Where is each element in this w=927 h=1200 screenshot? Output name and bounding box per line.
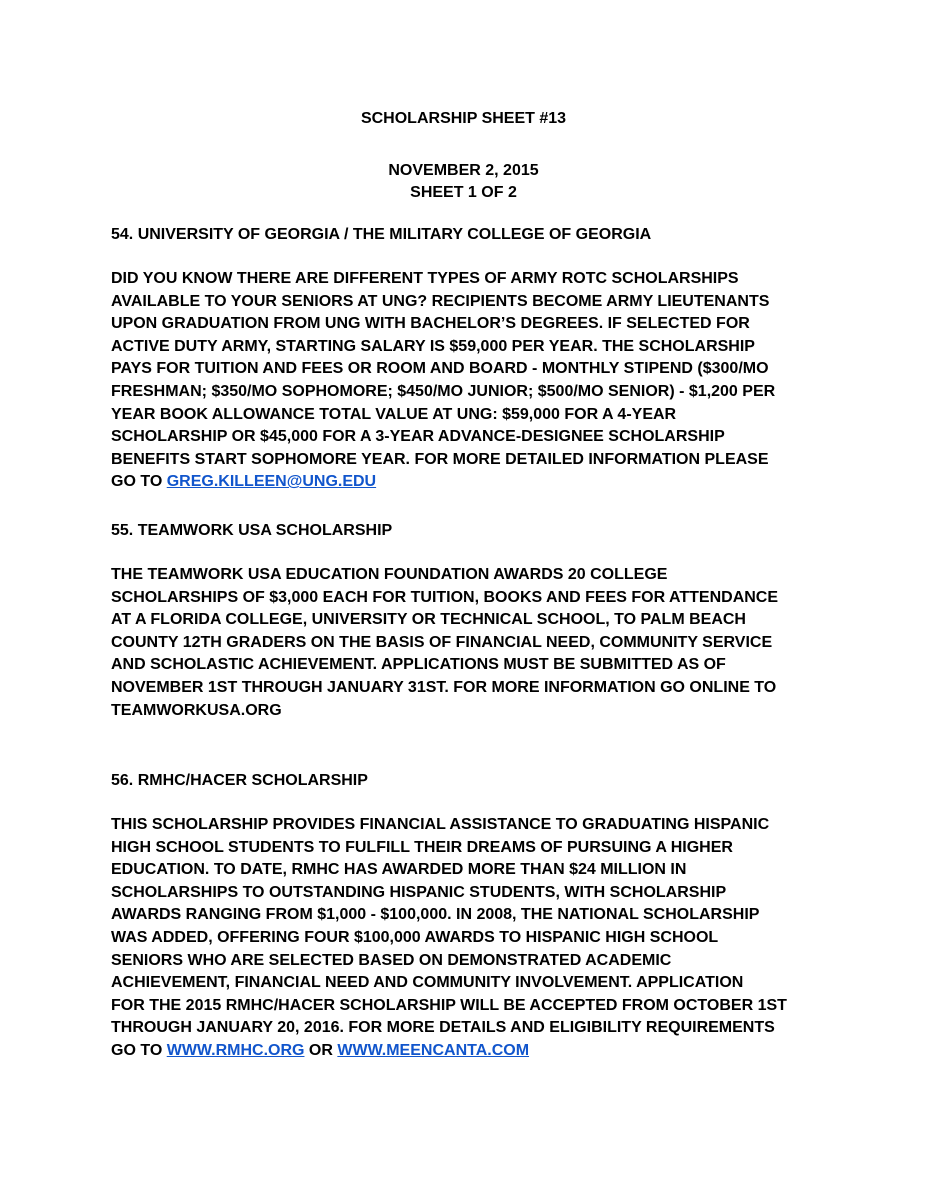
body-line: NOVEMBER 1ST THROUGH JANUARY 31ST. FOR MORE INFORMATION GO ONLINE TO: [111, 678, 777, 696]
section-56-heading: [111, 770, 831, 793]
body-line: BENEFITS START SOPHOMORE YEAR. FOR MORE DETAILED INFORMATION PLEASE: [111, 450, 769, 468]
goto-prefix: GO TO: [111, 1041, 167, 1059]
body-line: SENIORS WHO ARE SELECTED BASED ON DEMONSTRATED ACADEMIC: [111, 951, 672, 969]
sheet-date: NOVEMBER 2, 2015: [388, 162, 539, 179]
body-line: SCHOLARSHIPS OF $3,000 EACH FOR TUITION, BOOKS AND FEES FOR ATTENDANCE: [111, 588, 779, 606]
link-rmhc[interactable]: WWW.RMHC.ORG: [166, 1041, 305, 1059]
body-line: WAS ADDED, OFFERING FOUR $100,000 AWARDS TO HISPANIC HIGH SCHOOL: [111, 928, 719, 946]
body-line: ACHIEVEMENT, FINANCIAL NEED AND COMMUNITY INVOLVEMENT. APPLICATION: [111, 974, 744, 992]
section-54-body: [111, 268, 831, 494]
body-line: THROUGH JANUARY 20, 2016. FOR MORE DETAILS AND ELIGIBILITY REQUIREMENTS: [111, 1019, 775, 1037]
body-line: HIGH SCHOOL STUDENTS TO FULFILL THEIR DREAMS OF PURSUING A HIGHER: [111, 838, 733, 856]
body-line: FOR THE 2015 RMHC/HACER SCHOLARSHIP WILL BE ACCEPTED FROM OCTOBER 1ST: [111, 996, 787, 1014]
section-55-heading: [111, 520, 831, 543]
email-link-greg-killeen[interactable]: GREG.KILLEEN@UNG.EDU: [166, 473, 377, 491]
body-line: THE TEAMWORK USA EDUCATION FOUNDATION AWARDS 20 COLLEGE: [111, 566, 668, 583]
body-line: AWARDS RANGING FROM $1,000 - $100,000. IN 2008, THE NATIONAL SCHOLARSHIP: [111, 906, 760, 924]
body-line: THIS SCHOLARSHIP PROVIDES FINANCIAL ASSISTANCE TO GRADUATING HISPANIC: [111, 816, 770, 833]
section-56-body: [111, 814, 831, 1063]
body-line: TEAMWORKUSA.ORG: [111, 701, 282, 719]
section-heading: 54. UNIVERSITY OF GEORGIA / THE MILITARY COLLEGE OF GEORGIA: [111, 226, 652, 243]
body-line: SCHOLARSHIPS TO OUTSTANDING HISPANIC STUDENTS, WITH SCHOLARSHIP: [111, 883, 727, 901]
body-line: UPON GRADUATION FROM UNG WITH BACHELOR’S DEGREES. IF SELECTED FOR: [111, 315, 750, 333]
body-line: SCHOLARSHIP OR $45,000 FOR A 3-YEAR ADVANCE-DESIGNEE SCHOLARSHIP: [111, 428, 725, 446]
sheet-title: SCHOLARSHIP SHEET #13: [360, 110, 567, 127]
body-line: FRESHMAN; $350/MO SOPHOMORE; $450/MO JUNIOR; $500/MO SENIOR) - $1,200 PER: [111, 382, 776, 400]
body-line: COUNTY 12TH GRADERS ON THE BASIS OF FINANCIAL NEED, COMMUNITY SERVICE: [111, 633, 773, 651]
goto-prefix: GO TO: [111, 473, 167, 491]
body-line: YEAR BOOK ALLOWANCE TOTAL VALUE AT UNG: $59,000 FOR A 4-YEAR: [111, 405, 677, 423]
section-heading: 55. TEAMWORK USA SCHOLARSHIP: [111, 522, 393, 539]
section-54-heading: [111, 224, 831, 247]
body-line: DID YOU KNOW THERE ARE DIFFERENT TYPES OF ARMY ROTC SCHOLARSHIPS: [111, 270, 739, 287]
link-meencanta[interactable]: WWW.MEENCANTA.COM: [337, 1041, 530, 1059]
section-heading: 56. RMHC/HACER SCHOLARSHIP: [111, 772, 368, 789]
or-text: OR: [304, 1041, 338, 1059]
body-line-with-links: [111, 1040, 831, 1063]
sheet-page-count: SHEET 1 OF 2: [410, 184, 517, 201]
body-line: EDUCATION. TO DATE, RMHC HAS AWARDED MORE THAN $24 MILLION IN: [111, 861, 687, 879]
body-line: PAYS FOR TUITION AND FEES OR ROOM AND BOARD - MONTHLY STIPEND ($300/MO: [111, 360, 769, 378]
body-line: AND SCHOLASTIC ACHIEVEMENT. APPLICATIONS MUST BE SUBMITTED AS OF: [111, 656, 726, 674]
body-line: AVAILABLE TO YOUR SENIORS AT UNG? RECIPIENTS BECOME ARMY LIEUTENANTS: [111, 292, 770, 310]
body-line-with-link: [111, 471, 831, 494]
body-line: ACTIVE DUTY ARMY, STARTING SALARY IS $59,000 PER YEAR. THE SCHOLARSHIP: [111, 337, 755, 355]
body-line: AT A FLORIDA COLLEGE, UNIVERSITY OR TECHNICAL SCHOOL, TO PALM BEACH: [111, 611, 746, 629]
section-55-body: [111, 564, 831, 722]
